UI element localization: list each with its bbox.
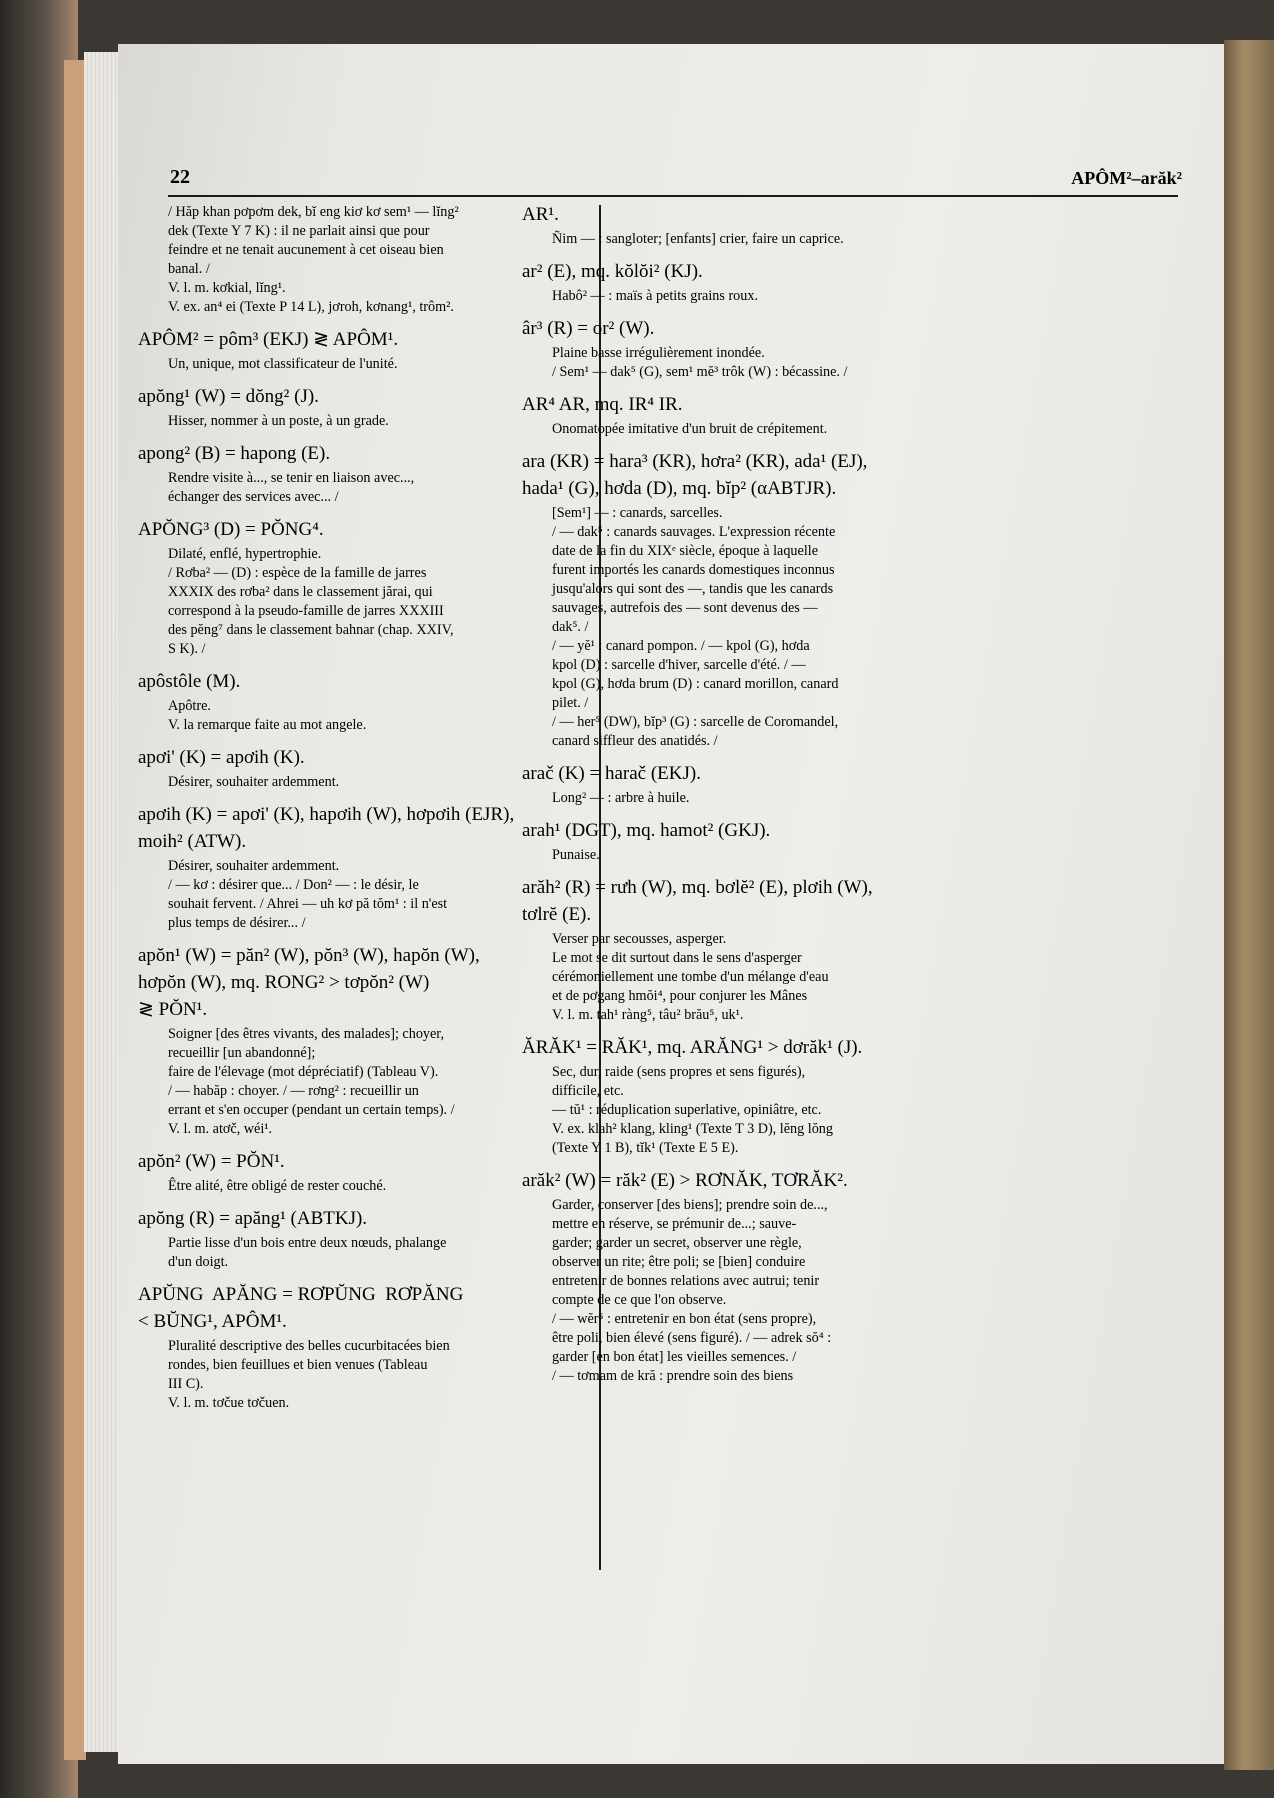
entry-headword: ara (KR) = hara³ (KR), hơra² (KR), ada¹ (EJ), (522, 451, 868, 472)
entry-definition-line: S K). / (168, 641, 206, 657)
entry-definition-line: pilet. / (552, 695, 589, 711)
entry-definition-line: garder [en bon état] les vieilles semences. / (552, 1349, 797, 1365)
entry-headword: AR⁴ AR, mq. IR⁴ IR. (522, 394, 683, 415)
dictionary-entry (522, 819, 1024, 865)
entry-definition-line: plus temps de désirer... / (168, 915, 306, 931)
entry-definition-line: Garder, conserver [des biens]; prendre soin de..., (552, 1197, 828, 1213)
entry-definition-line: Rendre visite à..., se tenir en liaison avec..., (168, 470, 415, 486)
entry-definition-line: dak⁵. / (552, 619, 589, 635)
entry-headword: AR¹. (522, 204, 559, 225)
entry-definition-line: garder; garder un secret, observer une règle, (552, 1235, 802, 1251)
entry-headword: tơlrĕ (E). (522, 904, 592, 925)
entry-definition-line: / Sem¹ — dak⁵ (G), sem¹ mĕ³ trôk (W) : bécassine. / (552, 364, 848, 380)
entry-headword: arah¹ (DGT), mq. hamot² (GKJ). (522, 820, 771, 841)
entry-headword: hơpŏn (W), mq. RONG² > tơpŏn² (W) (138, 972, 430, 993)
entry-definition-line: / — habăp : choyer. / — rơng² : recueillir un (168, 1083, 419, 1099)
dictionary-entry (522, 1169, 1024, 1386)
entry-definition-line: jusqu'alors qui sont des —, tandis que les canards (552, 581, 834, 597)
entry-definition-line: compte de ce que l'on observe. (552, 1292, 727, 1308)
entry-definition-line: souhait fervent. / Ahrei — uh kơ pă tŏm¹ : il n'est (168, 896, 448, 912)
entry-definition-line: Un, unique, mot classificateur de l'unité. (168, 356, 398, 372)
entry-definition-line: V. ex. klah² klang, kling¹ (Texte T 3 D), lĕng lŏng (552, 1121, 833, 1137)
entry-headword: apŏn¹ (W) = păn² (W), pŏn³ (W), hapŏn (W), (138, 945, 480, 966)
entry-definition-line: être poli, bien élevé (sens figuré). / — adrek sŏ⁴ : (552, 1330, 832, 1346)
entry-definition-line: observer un rite; être poli; se [bien] conduire (552, 1254, 806, 1270)
entry-headword: apŏng¹ (W) = dŏng² (J). (138, 386, 319, 407)
entry-definition-line: furent importés les canards domestiques inconnus (552, 562, 835, 578)
entry-definition-line: Pluralité descriptive des belles cucurbitacées bien (168, 1338, 450, 1354)
entry-definition-line: [Sem¹] — : canards, sarcelles. (552, 505, 723, 521)
book-spine (64, 60, 86, 1760)
entry-headword: apơi' (K) = apơih (K). (138, 747, 305, 768)
entry-definition-line: mettre en réserve, se prémunir de...; sauve- (552, 1216, 797, 1232)
entry-headword: hada¹ (G), hơda (D), mq. bĭp² (αABTJR). (522, 478, 837, 499)
entry-definition-line: Hisser, nommer à un poste, à un grade. (168, 413, 389, 429)
entry-headword: apong² (B) = hapong (E). (138, 443, 331, 464)
entry-definition-line: et de pơgang hmŏi⁴, pour conjurer les Mânes (552, 988, 808, 1004)
entry-definition-line: / Rơba² — (D) : espèce de la famille de jarres (168, 565, 427, 581)
dictionary-entry (522, 450, 1024, 751)
entry-definition-line: V. l. m. kơkial, lĭng¹. (168, 280, 286, 296)
entry-definition-line: canard siffleur des anatidés. / (552, 733, 718, 749)
entry-headword: ĂRĂK¹ = RĂK¹, mq. ARĂNG¹ > dơrăk¹ (J). (522, 1037, 863, 1058)
entry-definition-line: feindre et ne tenait aucunement à cet oiseau bien (168, 242, 444, 258)
entry-definition-line: V. l. m. tah¹ ràng⁵, tâu² brău⁵, uk¹. (552, 1007, 744, 1023)
entry-definition-line: Plaine basse irrégulièrement inondée. (552, 345, 765, 361)
next-page-edge (1224, 40, 1274, 1770)
dictionary-entry (522, 260, 1024, 306)
entry-definition-line: V. l. m. atơč, wéi¹. (168, 1121, 273, 1137)
entry-definition-line: Dilaté, enflé, hypertrophie. (168, 546, 322, 562)
right-column (522, 203, 1024, 1397)
entry-definition-line: Long² — : arbre à huile. (552, 790, 690, 806)
dictionary-entry (522, 203, 1024, 249)
entry-definition-line: Désirer, souhaiter ardemment. (168, 858, 340, 874)
page-number: 22 (170, 166, 190, 188)
entry-headword: ≷ PŎN¹. (138, 999, 208, 1020)
entry-headword: ar² (E), mq. kŏlŏi² (KJ). (522, 261, 703, 282)
dictionary-entry (522, 876, 1024, 1025)
entry-definition-line: Punaise. (552, 847, 600, 863)
entry-definition-line: kpol (D) : sarcelle d'hiver, sarcelle d'été. / — (552, 657, 806, 673)
entry-definition-line: Onomatopée imitative d'un bruit de crépitement. (552, 421, 828, 437)
entry-definition-line: échanger des services avec... / (168, 489, 339, 505)
entry-definition-line: / — wĕr⁵ : entretenir en bon état (sens propre), (552, 1311, 817, 1327)
entry-definition-line: Verser par secousses, asperger. (552, 931, 727, 947)
entry-definition-line: Partie lisse d'un bois entre deux nœuds, phalange (168, 1235, 447, 1251)
entry-definition-line: / — dak⁵ : canards sauvages. L'expression récente (552, 524, 836, 540)
entry-headword: âr³ (R) = or² (W). (522, 318, 655, 339)
entry-headword: apôstôle (M). (138, 671, 241, 692)
entry-definition-line: Sec, dur, raide (sens propres et sens figurés), (552, 1064, 806, 1080)
entry-headword: APÔM² = pôm³ (EKJ) ≷ APÔM¹. (138, 329, 399, 350)
entry-definition-line: Ñim — : sangloter; [enfants] crier, faire un caprice. (552, 231, 844, 247)
entry-definition-line: dek (Texte Y 7 K) : il ne parlait ainsi que pour (168, 223, 430, 239)
entry-headword: < BŬNG¹, APÔM¹. (138, 1311, 287, 1332)
dictionary-entry (522, 1036, 1024, 1158)
entry-headword: apơih (K) = apơi' (K), hapơih (W), hơpơih (EJR), (138, 804, 515, 825)
entry-definition-line: d'un doigt. (168, 1254, 229, 1270)
entry-headword: arăk² (W) = răk² (E) > RƠNĂK, TƠRĂK². (522, 1170, 848, 1191)
entry-definition-line: Être alité, être obligé de rester couché. (168, 1178, 387, 1194)
entry-definition-line: / — yĕ¹ : canard pompon. / — kpol (G), hơda (552, 638, 810, 654)
entry-definition-line: III C). (168, 1376, 204, 1392)
entry-definition-line: errant et s'en occuper (pendant un certain temps). / (168, 1102, 455, 1118)
entry-definition-line: (Texte Y 1 B), tĭk¹ (Texte E 5 E). (552, 1140, 739, 1156)
entry-definition-line: V. ex. an⁴ ei (Texte P 14 L), jơroh, kơnang¹, trôm². (168, 299, 454, 315)
entry-definition-line: V. la remarque faite au mot angele. (168, 717, 367, 733)
entry-definition-line: — tŭ¹ : réduplication superlative, opiniâtre, etc. (552, 1102, 822, 1118)
entry-headword: APŬNG APĂNG = RƠPŬNG RƠPĂNG (138, 1284, 464, 1305)
entry-definition-line: cérémoniellement une tombe d'un mélange d'eau (552, 969, 829, 985)
entry-headword: APŎNG³ (D) = PŎNG⁴. (138, 519, 324, 540)
entry-definition-line: XXXIX des rơba² dans le classement jărai, qui (168, 584, 433, 600)
entry-definition-line: / Hăp khan pơpơm dek, bĭ eng kiơ kơ sem¹ — lĭng² (168, 204, 459, 220)
entry-definition-line: V. l. m. tơčue tơčuen. (168, 1395, 290, 1411)
dictionary-entry (522, 393, 1024, 439)
entry-definition-line: Soigner [des êtres vivants, des malades]; choyer, (168, 1026, 445, 1042)
entry-definition-line: kpol (G), hơda brum (D) : canard morillon, canard (552, 676, 839, 692)
entry-definition-line: correspond à la pseudo-famille de jarres XXXIII (168, 603, 444, 619)
entry-headword: apŏng (R) = apăng¹ (ABTKJ). (138, 1208, 368, 1229)
entry-definition-line: entretenir de bonnes relations avec autrui; tenir (552, 1273, 820, 1289)
entry-definition-line: faire de l'élevage (mot dépréciatif) (Tableau V). (168, 1064, 439, 1080)
entry-definition-line: Apôtre. (168, 698, 211, 714)
running-head: APÔM²–arăk² (1071, 168, 1182, 188)
entry-headword: apŏn² (W) = PŎN¹. (138, 1151, 285, 1172)
entry-definition-line: / — tơmam de kră : prendre soin des biens (552, 1368, 794, 1384)
header-rule (168, 195, 1178, 197)
entry-definition-line: des pĕng⁷ dans le classement bahnar (chap. XXIV, (168, 622, 454, 638)
entry-definition-line: / — her⁵ (DW), bĭp³ (G) : sarcelle de Coromandel, (552, 714, 839, 730)
entry-definition-line: recueillir [un abandonné]; (168, 1045, 316, 1061)
entry-definition-line: date de la fin du XIXᵉ siècle, époque à laquelle (552, 543, 818, 559)
entry-definition-line: Habô² — : maïs à petits grains roux. (552, 288, 758, 304)
entry-definition-line: difficile, etc. (552, 1083, 624, 1099)
entry-definition-line: Désirer, souhaiter ardemment. (168, 774, 340, 790)
entry-definition-line: Le mot se dit surtout dans le sens d'asperger (552, 950, 802, 966)
entry-headword: arăh² (R) = rưh (W), mq. bơlĕ² (E), plơih (W), (522, 877, 873, 898)
dictionary-entry (522, 317, 1024, 382)
entry-definition-line: rondes, bien feuillues et bien venues (Tableau (168, 1357, 428, 1373)
entry-headword: moih² (ATW). (138, 831, 247, 852)
entry-headword: arač (K) = harač (EKJ). (522, 763, 701, 784)
entry-definition-line: / — kơ : désirer que... / Don² — : le désir, le (168, 877, 419, 893)
entry-definition-line: banal. / (168, 261, 210, 277)
dictionary-entry (522, 762, 1024, 808)
entry-definition-line: sauvages, autrefois des — sont devenus des — (552, 600, 818, 616)
